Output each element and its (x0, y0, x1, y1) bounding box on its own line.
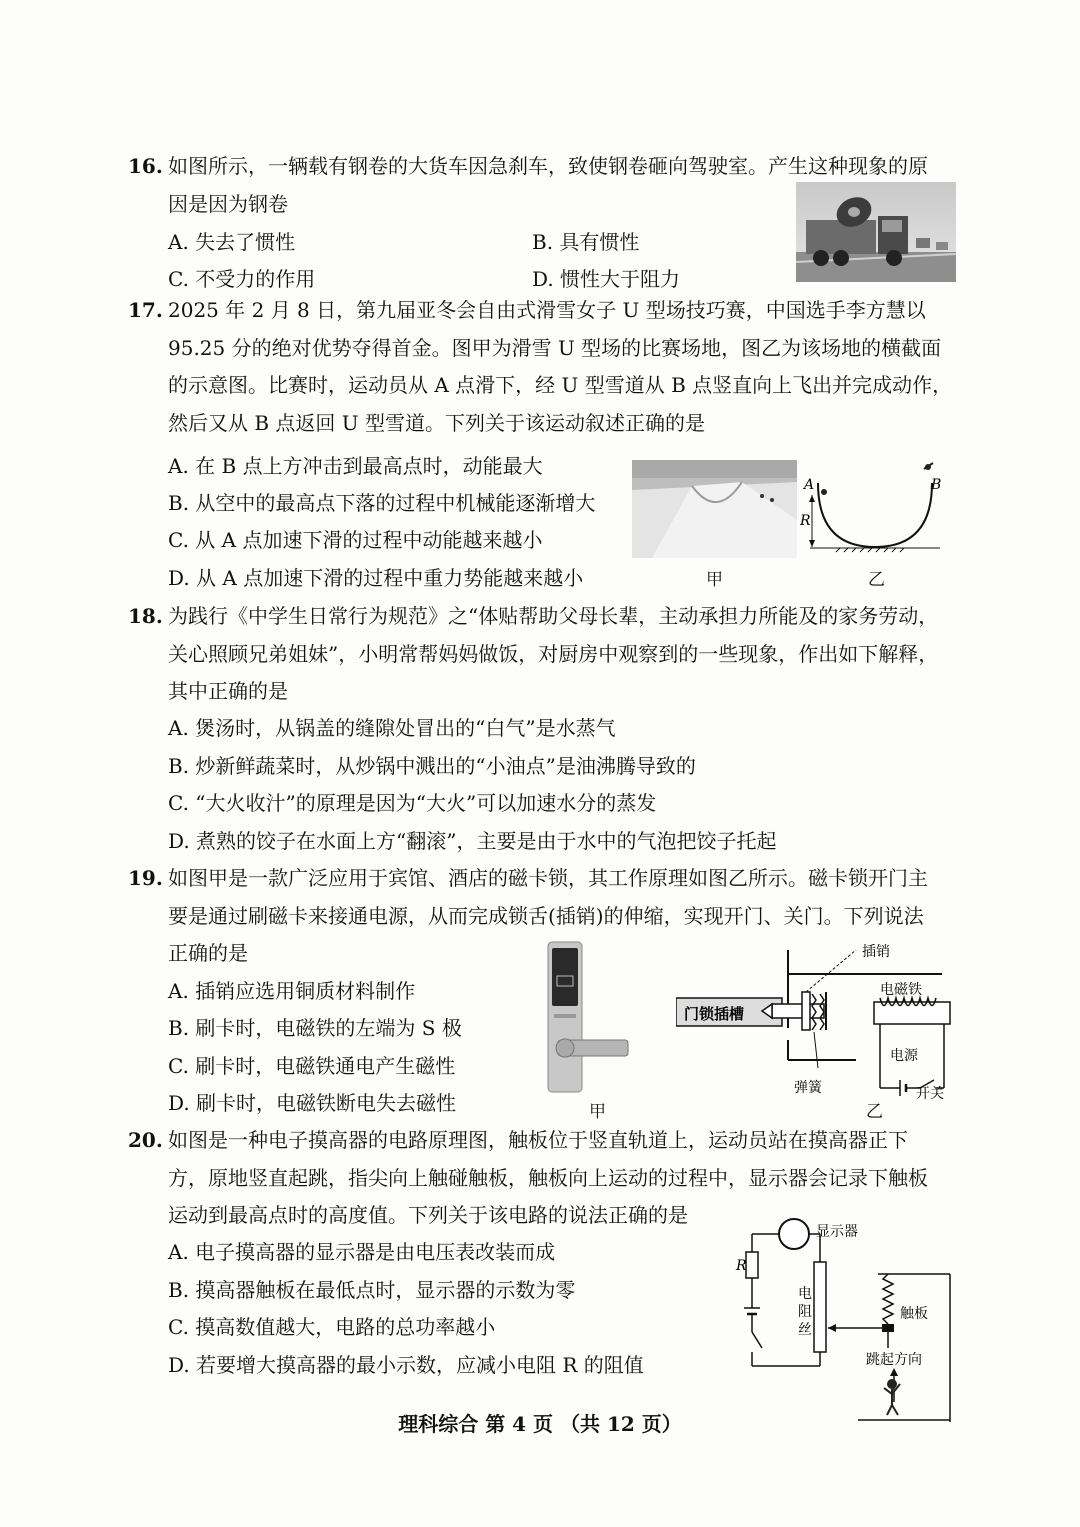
question-text: 95.25 分的绝对优势夺得首金。图甲为滑雪 U 型场的比赛场地，图乙为该场地的横截面 (168, 335, 942, 360)
question-text: 如图是一种电子摸高器的电路原理图，触板位于竖直轨道上，运动员站在摸高器正下 (168, 1128, 908, 1152)
question-number: 19. (128, 866, 163, 890)
option-c: C. 不受力的作用 (168, 267, 316, 291)
question-text: 正确的是 (168, 941, 248, 965)
option-d: D. 煮熟的饺子在水面上方“翻滚”，主要是由于水中的气泡把饺子托起 (168, 829, 777, 853)
question-text: 如图甲是一款广泛应用于宾馆、酒店的磁卡锁，其工作原理如图乙所示。磁卡锁开门主 (168, 866, 928, 890)
option-a: A. 插销应选用铜质材料制作 (168, 979, 416, 1003)
question-number: 20. (128, 1128, 163, 1152)
ski-course-photo (632, 460, 797, 558)
question-number: 16. (128, 154, 163, 178)
plate-label: 触板 (900, 1306, 928, 1322)
option-b: B. 具有惯性 (532, 230, 640, 254)
page-footer: 理科综合 第 4 页 （共 12 页） (398, 1412, 682, 1436)
question-text: 为践行《中学生日常行为规范》之“体贴帮助父母长辈，主动承担力所能及的家务劳动， (168, 604, 939, 628)
point-a-label: A (804, 477, 815, 493)
truck-photo (796, 182, 956, 282)
figure-caption-jia: 甲 (589, 1102, 606, 1122)
option-a: A. 煲汤时，从锅盖的缝隙处冒出的“白气”是水蒸气 (168, 716, 616, 740)
jump-direction-label: 跳起方向 (866, 1352, 922, 1368)
point-b-label: B (931, 477, 942, 493)
question-text: 如图所示，一辆载有钢卷的大货车因急刹车，致使钢卷砸向驾驶室。产生这种现象的原 (168, 154, 928, 178)
card-lock-photo (540, 940, 635, 1095)
option-c: C. “大火收汁”的原理是因为“大火”可以加速水分的蒸发 (168, 791, 657, 815)
spring-label: 弹簧 (794, 1080, 822, 1096)
question-text: 运动到最高点时的高度值。下列关于该电路的说法正确的是 (168, 1203, 688, 1227)
switch-label: 开关 (916, 1086, 944, 1100)
option-b: B. 刷卡时，电磁铁的左端为 S 极 (168, 1016, 462, 1040)
figure-caption-jia: 甲 (706, 570, 723, 590)
question-18 (128, 598, 968, 711)
question-number: 17. (128, 298, 163, 322)
display-label: 显示器 (816, 1224, 858, 1240)
question-text: 关心照顾兄弟姐妹”，小明常帮妈妈做饭，对厨房中观察到的一些现象，作出如下解释， (168, 641, 939, 666)
option-b: B. 摸高器触板在最低点时，显示器的示数为零 (168, 1278, 576, 1302)
option-d: D. 从 A 点加速下滑的过程中重力势能越来越小 (168, 566, 584, 590)
option-a: A. 失去了惯性 (168, 230, 296, 254)
slot-label: 门锁插槽 (684, 1005, 745, 1023)
wire-label-2: 阻 (798, 1304, 812, 1320)
option-c: C. 从 A 点加速下滑的过程中动能越来越小 (168, 528, 543, 552)
question-text: 然后又从 B 点返回 U 型雪道。下列关于该运动叙述正确的是 (168, 410, 705, 435)
card-lock-diagram (676, 940, 956, 1100)
option-c: C. 刷卡时，电磁铁通电产生磁性 (168, 1054, 456, 1078)
height-meter-circuit (728, 1212, 956, 1422)
option-d: D. 刷卡时，电磁铁断电失去磁性 (168, 1091, 457, 1115)
question-text: 方，原地竖直起跳，指尖向上触碰触板，触板向上运动的过程中，显示器会记录下触板 (168, 1165, 928, 1190)
question-number: 18. (128, 604, 163, 628)
question-text: 因是因为钢卷 (168, 191, 288, 216)
question-17 (128, 292, 968, 442)
question-text: 其中正确的是 (168, 679, 288, 703)
question-text: 要是通过刷磁卡来接通电源，从而完成锁舌(插销)的伸缩，实现开门、关门。下列说法 (168, 903, 924, 928)
wire-label-3: 丝 (798, 1322, 812, 1338)
option-a: A. 电子摸高器的显示器是由电压表改装而成 (168, 1240, 556, 1264)
u-track-diagram (800, 455, 950, 555)
power-label: 电源 (890, 1048, 918, 1064)
question-text: 2025 年 2 月 8 日，第九届亚冬会自由式滑雪女子 U 型场技巧赛，中国选手李方慧以 (168, 298, 926, 322)
figure-caption-yi: 乙 (866, 1102, 883, 1122)
wire-label-1: 电 (798, 1286, 812, 1302)
resistor-label: R (736, 1258, 747, 1274)
electromagnet-label: 电磁铁 (880, 982, 922, 998)
option-d: D. 惯性大于阻力 (532, 267, 681, 291)
option-c: C. 摸高数值越大，电路的总功率越小 (168, 1315, 496, 1339)
question-text: 的示意图。比赛时，运动员从 A 点滑下，经 U 型雪道从 B 点竖直向上飞出并完成动作， (168, 373, 953, 397)
figure-caption-yi: 乙 (868, 570, 885, 590)
option-a: A. 在 B 点上方冲击到最高点时，动能最大 (168, 454, 543, 478)
option-b: B. 从空中的最高点下落的过程中机械能逐渐增大 (168, 491, 596, 515)
radius-label: R (800, 513, 811, 529)
bolt-label: 插销 (862, 944, 890, 960)
option-d: D. 若要增大摸高器的最小示数，应减小电阻 R 的阻值 (168, 1353, 644, 1377)
option-b: B. 炒新鲜蔬菜时，从炒锅中溅出的“小油点”是油沸腾导致的 (168, 754, 696, 778)
